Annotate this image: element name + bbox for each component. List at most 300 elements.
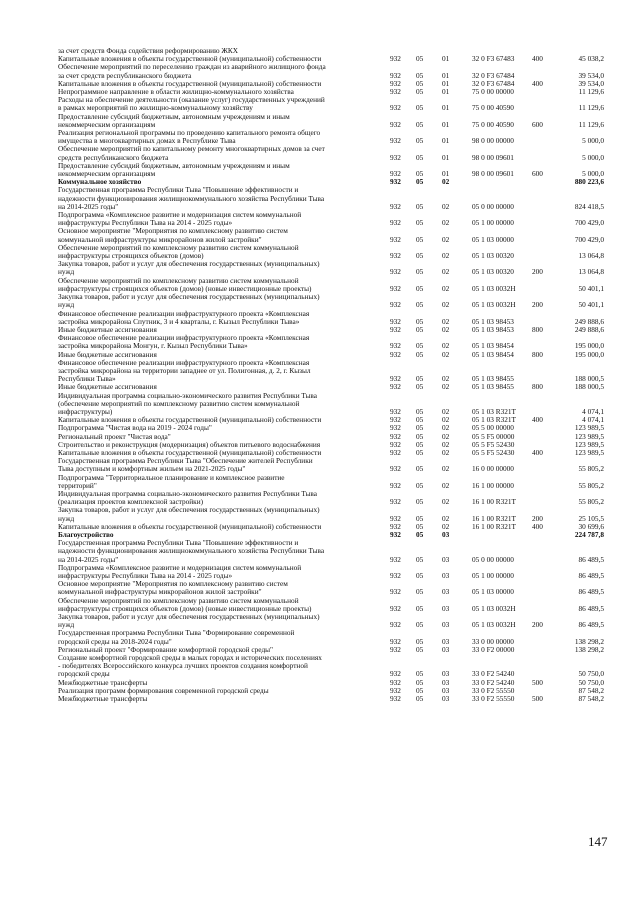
amount: 700 429,0 bbox=[574, 234, 604, 244]
subsection-code: 02 bbox=[442, 497, 450, 507]
subsection-code: 01 bbox=[442, 70, 450, 80]
section-code: 05 bbox=[416, 464, 424, 474]
subsection-code: 02 bbox=[442, 341, 450, 351]
table-row bbox=[58, 400, 604, 408]
section-code: 05 bbox=[416, 136, 424, 146]
expense-type-code bbox=[532, 556, 556, 564]
item-name: Закупка товаров, работ и услуг для обеспечения государственных (муниципальных) bbox=[58, 259, 320, 269]
subsection-code: 03 bbox=[442, 587, 450, 597]
ministry-code: 932 bbox=[390, 464, 401, 474]
item-name: в рамках мероприятий по жилищно-коммунальному хозяйству bbox=[58, 103, 253, 113]
item-name: Финансовое обеспечение реализации инфраструктурного проекта «Комплексная bbox=[58, 333, 310, 343]
item-name: Государственная программа Республики Тыва "Обеспечение жителей Республики bbox=[58, 456, 313, 466]
section-code: 05 bbox=[416, 603, 424, 613]
target-article-code: 05 0 00 00000 bbox=[472, 201, 514, 211]
item-name: инфраструктуры строящихся объектов (домов) bbox=[58, 251, 204, 261]
table-row bbox=[58, 695, 604, 703]
subsection-code: 03 bbox=[442, 694, 450, 704]
section-code: 05 bbox=[416, 529, 424, 539]
expense-type-code bbox=[532, 547, 556, 555]
target-article-code bbox=[472, 392, 532, 400]
ministry-code: 932 bbox=[390, 513, 401, 523]
section-code: 05 bbox=[416, 300, 424, 310]
item-name: Обеспечение мероприятий по комплексному развитию систем коммунальной bbox=[58, 242, 299, 252]
target-article-code: 33 0 F2 54240 bbox=[472, 669, 515, 679]
item-name: Коммунальное хозяйство bbox=[58, 177, 142, 187]
amount: 87 548,2 bbox=[578, 694, 604, 704]
expense-type-code bbox=[532, 474, 556, 482]
budget-document bbox=[58, 46, 604, 704]
expense-type-code bbox=[532, 588, 556, 596]
expense-type-code: 400 bbox=[532, 54, 543, 64]
expense-type-code bbox=[532, 145, 556, 153]
amount: 700 429,0 bbox=[574, 218, 604, 228]
expense-type-code bbox=[532, 400, 556, 408]
section-code: 05 bbox=[416, 571, 424, 580]
amount: 13 064,8 bbox=[578, 267, 604, 277]
amount: 5 000,0 bbox=[582, 169, 604, 179]
table-row bbox=[58, 506, 604, 514]
amount: 50 401,1 bbox=[578, 300, 604, 310]
item-name: за счет средств республиканского бюджета bbox=[58, 70, 192, 80]
amount: 86 489,5 bbox=[578, 587, 604, 597]
ministry-code: 932 bbox=[390, 341, 401, 351]
target-article-code: 05 1 03 R321T bbox=[472, 415, 516, 425]
item-name: инфраструктуры строящихся объектов (домов) (новые инвестиционные проекты) bbox=[58, 283, 312, 293]
item-name: Подпрограмма «Комплексное развитие и модернизация систем коммунальной bbox=[58, 562, 302, 572]
expense-type-code bbox=[532, 244, 556, 252]
expense-type-code: 400 bbox=[532, 521, 543, 531]
expense-type-code bbox=[532, 277, 556, 285]
section-code bbox=[416, 654, 442, 662]
target-article-code: 16 1 00 00000 bbox=[472, 480, 514, 490]
target-article-code: 05 5 F5 00000 bbox=[472, 431, 515, 441]
amount: 50 401,1 bbox=[578, 283, 604, 293]
expense-type-code: 200 bbox=[532, 300, 543, 310]
item-name: городской среды на 2018-2024 годы" bbox=[58, 636, 172, 646]
target-article-code: 75 0 00 40590 bbox=[472, 103, 514, 113]
expense-type-code bbox=[532, 605, 556, 613]
item-name: Обеспечение мероприятий по капитальному ремонту многоквартирных домов за счет bbox=[58, 144, 325, 154]
expense-type-code bbox=[532, 654, 556, 662]
amount: 25 105,5 bbox=[578, 513, 604, 523]
item-name: Закупка товаров, работ и услуг для обеспечения государственных (муниципальных) bbox=[58, 292, 320, 302]
section-code: 05 bbox=[416, 587, 424, 597]
item-name: территорий" bbox=[58, 480, 97, 490]
expense-type-code: 400 bbox=[532, 447, 543, 457]
subsection-code bbox=[442, 359, 472, 367]
subsection-code: 02 bbox=[442, 406, 450, 416]
item-name: Государственная программа Республики Тыва "Формирование современной bbox=[58, 628, 295, 638]
section-code: 05 bbox=[416, 439, 424, 449]
ministry-code bbox=[390, 186, 416, 194]
item-name: Капитальные вложения в объекты государственной (муниципальной) собственности bbox=[58, 78, 322, 88]
item-name: Региональный проект "Чистая вода" bbox=[58, 431, 171, 441]
subsection-code: 02 bbox=[442, 283, 450, 293]
target-article-code bbox=[472, 186, 532, 194]
target-article-code bbox=[472, 654, 532, 662]
expense-type-code bbox=[532, 195, 556, 203]
item-name: нужд bbox=[58, 513, 75, 523]
item-name: Закупка товаров, работ и услуг для обеспечения государственных (муниципальных) bbox=[58, 612, 320, 622]
subsection-code: 03 bbox=[442, 620, 450, 630]
item-name: Индивидуальная программа социально-экономического развития Республики Тыва bbox=[58, 390, 318, 400]
ministry-code: 932 bbox=[390, 685, 401, 695]
ministry-code: 932 bbox=[390, 587, 401, 597]
expense-type-code bbox=[532, 597, 556, 605]
item-name: Подпрограмма "Территориальное планирование и комплексное развитие bbox=[58, 472, 285, 482]
section-code: 05 bbox=[416, 447, 424, 457]
expense-type-code bbox=[532, 498, 556, 506]
amount: 138 298,2 bbox=[574, 636, 604, 646]
subsection-code: 02 bbox=[442, 447, 450, 457]
table-row bbox=[58, 293, 604, 301]
subsection-code: 01 bbox=[442, 54, 450, 64]
item-name: Капитальные вложения в объекты государственной (муниципальной) собственности bbox=[58, 415, 322, 425]
ministry-code: 932 bbox=[390, 78, 401, 88]
subsection-code: 02 bbox=[442, 374, 450, 384]
ministry-code: 932 bbox=[390, 136, 401, 146]
ministry-code: 932 bbox=[390, 423, 401, 433]
expense-type-code bbox=[532, 629, 556, 637]
item-name: Обеспечение мероприятий по комплексному развитию систем коммунальной bbox=[58, 595, 299, 605]
ministry-code: 932 bbox=[390, 603, 401, 613]
expense-type-code bbox=[532, 129, 556, 137]
expense-type-code: 400 bbox=[532, 78, 543, 88]
item-name: Тыва доступным и комфортным жильем на 2021-2025 годы" bbox=[58, 464, 246, 474]
section-code: 05 bbox=[416, 54, 424, 64]
item-name: средств республиканского бюджета bbox=[58, 152, 169, 162]
subsection-code: 03 bbox=[442, 685, 450, 695]
item-name: Капитальные вложения в объекты государственной (муниципальной) собственности bbox=[58, 54, 322, 64]
subsection-code: 03 bbox=[442, 669, 450, 679]
table-row bbox=[58, 260, 604, 268]
amount: 4 074,1 bbox=[582, 415, 604, 425]
amount: 880 223,6 bbox=[574, 177, 604, 187]
item-name: Иные бюджетные ассигнования bbox=[58, 349, 157, 359]
section-code: 05 bbox=[416, 234, 424, 244]
amount: 123 989,5 bbox=[574, 423, 604, 433]
ministry-code: 932 bbox=[390, 324, 401, 334]
subsection-code: 02 bbox=[442, 480, 450, 490]
expense-type-code bbox=[532, 236, 556, 244]
subsection-code: 01 bbox=[442, 152, 450, 162]
target-article-code: 16 1 00 R321T bbox=[472, 497, 516, 507]
item-name: нужд bbox=[58, 620, 75, 630]
target-article-code: 05 1 03 0032Н bbox=[472, 300, 516, 310]
amount: 123 989,5 bbox=[574, 439, 604, 449]
table-row bbox=[58, 547, 604, 555]
section-code: 05 bbox=[416, 177, 424, 187]
amount bbox=[556, 539, 604, 547]
subsection-code bbox=[442, 392, 472, 400]
ministry-code: 932 bbox=[390, 669, 401, 679]
amount: 4 074,1 bbox=[582, 406, 604, 416]
subsection-code: 01 bbox=[442, 103, 450, 113]
subsection-code: 02 bbox=[442, 300, 450, 310]
target-article-code: 75 0 00 40590 bbox=[472, 119, 514, 129]
section-code: 05 bbox=[416, 620, 424, 630]
ministry-code: 932 bbox=[390, 267, 401, 277]
ministry-code: 932 bbox=[390, 694, 401, 704]
item-name: Строительство и реконструкция (модернизация) объектов питьевого водоснабжения bbox=[58, 439, 321, 449]
item-name: инфраструктуры Республики Тыва на 2014 - 2025 годы» bbox=[58, 218, 233, 228]
item-name: Основное мероприятие "Мероприятия по комплексному развитию систем bbox=[58, 226, 288, 236]
item-name: на 2014-2025 годы" bbox=[58, 554, 119, 564]
expense-type-code bbox=[532, 285, 556, 293]
expense-type-code: 800 bbox=[532, 382, 543, 392]
subsection-code: 03 bbox=[442, 529, 450, 539]
subsection-code: 02 bbox=[442, 513, 450, 523]
amount bbox=[556, 186, 604, 194]
section-code: 05 bbox=[416, 685, 424, 695]
subsection-code: 03 bbox=[442, 644, 450, 654]
target-article-code: 05 1 03 00000 bbox=[472, 587, 514, 597]
target-article-code: 05 1 03 98453 bbox=[472, 316, 514, 326]
target-article-code: 05 1 00 00000 bbox=[472, 218, 514, 228]
amount: 13 064,8 bbox=[578, 251, 604, 261]
expense-type-code bbox=[532, 564, 556, 572]
target-article-code: 05 5 F5 52430 bbox=[472, 439, 515, 449]
expense-type-code bbox=[532, 367, 556, 375]
expense-type-code: 200 bbox=[532, 620, 543, 630]
ministry-code: 932 bbox=[390, 119, 401, 129]
table-row bbox=[58, 474, 604, 482]
item-name: застройка микрорайона Спутник, 3 и 4 кварталы, г. Кызыл Республики Тыва» bbox=[58, 316, 300, 326]
item-name: Иные бюджетные ассигнования bbox=[58, 382, 157, 392]
ministry-code: 932 bbox=[390, 571, 401, 580]
expense-type-code bbox=[532, 96, 556, 104]
target-article-code: 32 0 F3 67484 bbox=[472, 78, 515, 88]
section-code: 05 bbox=[416, 70, 424, 80]
target-article-code: 05 1 03 R321T bbox=[472, 406, 516, 416]
target-article-code: 33 0 F2 55550 bbox=[472, 685, 515, 695]
amount bbox=[556, 392, 604, 400]
item-name: инфраструктуры строящихся объектов (домов) (новые инвестиционные проекты) bbox=[58, 603, 312, 613]
section-code: 05 bbox=[416, 513, 424, 523]
ministry-code: 932 bbox=[390, 349, 401, 359]
ministry-code: 932 bbox=[390, 152, 401, 162]
amount: 224 787,8 bbox=[574, 529, 604, 539]
subsection-code: 02 bbox=[442, 431, 450, 441]
item-name: нужд bbox=[58, 300, 75, 310]
subsection-code: 02 bbox=[442, 251, 450, 261]
item-name: надежности функционирования жилищнокоммунального хозяйства Республики Тыва bbox=[58, 546, 325, 556]
ministry-code: 932 bbox=[390, 636, 401, 646]
amount: 11 129,6 bbox=[578, 103, 604, 113]
ministry-code: 932 bbox=[390, 374, 401, 384]
amount: 55 805,2 bbox=[578, 464, 604, 474]
ministry-code bbox=[390, 654, 416, 662]
subsection-code: 01 bbox=[442, 78, 450, 88]
target-article-code: 05 1 03 98455 bbox=[472, 374, 514, 384]
item-name: Расходы на обеспечение деятельности (оказание услуг) государственных учреждений bbox=[58, 95, 325, 105]
ministry-code: 932 bbox=[390, 54, 401, 64]
ministry-code: 932 bbox=[390, 677, 401, 687]
target-article-code: 32 0 F3 67484 bbox=[472, 70, 515, 80]
ministry-code: 932 bbox=[390, 218, 401, 228]
subsection-code: 03 bbox=[442, 571, 450, 580]
target-article-code: 33 0 F2 55550 bbox=[472, 694, 515, 704]
subsection-code: 02 bbox=[442, 201, 450, 211]
target-article-code: 05 1 03 00000 bbox=[472, 234, 514, 244]
amount: 86 489,5 bbox=[578, 620, 604, 630]
item-name: Обеспечение мероприятий по комплексному развитию систем коммунальной bbox=[58, 275, 299, 285]
subsection-code: 02 bbox=[442, 316, 450, 326]
subsection-code: 03 bbox=[442, 554, 450, 564]
section-code: 05 bbox=[416, 644, 424, 654]
amount: 11 129,6 bbox=[578, 119, 604, 129]
expense-type-code bbox=[532, 211, 556, 219]
expense-type-code bbox=[532, 392, 556, 400]
expense-type-code bbox=[532, 424, 556, 432]
section-code: 05 bbox=[416, 636, 424, 646]
amount: 39 534,0 bbox=[578, 70, 604, 80]
ministry-code: 932 bbox=[390, 283, 401, 293]
subsection-code: 02 bbox=[442, 439, 450, 449]
target-article-code: 16 0 00 00000 bbox=[472, 464, 514, 474]
table-row bbox=[58, 195, 604, 203]
expense-type-code bbox=[532, 580, 556, 588]
item-name: надежности функционирования жилищнокоммунального хозяйства Республики Тыва bbox=[58, 193, 325, 203]
item-name: городской среды bbox=[58, 669, 110, 679]
section-code: 05 bbox=[416, 341, 424, 351]
subsection-code bbox=[442, 186, 472, 194]
ministry-code: 932 bbox=[390, 447, 401, 457]
section-code: 05 bbox=[416, 554, 424, 564]
section-code: 05 bbox=[416, 201, 424, 211]
expense-type-code bbox=[532, 638, 556, 646]
target-article-code: 05 1 03 0032Н bbox=[472, 603, 516, 613]
expense-type-code: 800 bbox=[532, 349, 543, 359]
target-article-code: 98 0 00 09601 bbox=[472, 152, 514, 162]
expense-type-code bbox=[532, 104, 556, 112]
ministry-code bbox=[390, 359, 416, 367]
section-code: 05 bbox=[416, 480, 424, 490]
target-article-code: 05 5 F5 52430 bbox=[472, 447, 515, 457]
ministry-code: 932 bbox=[390, 480, 401, 490]
amount bbox=[556, 359, 604, 367]
section-code: 05 bbox=[416, 423, 424, 433]
subsection-code bbox=[442, 654, 472, 662]
section-code: 05 bbox=[416, 415, 424, 425]
target-article-code: 33 0 00 00000 bbox=[472, 636, 514, 646]
ministry-code bbox=[390, 392, 416, 400]
table-row bbox=[58, 662, 604, 670]
item-name: (реализация проектов комплексной застройки) bbox=[58, 497, 204, 507]
section-code bbox=[416, 359, 442, 367]
subsection-code: 02 bbox=[442, 382, 450, 392]
amount: 5 000,0 bbox=[582, 136, 604, 146]
item-name: Финансовое обеспечение реализации инфраструктурного проекта «Комплексная bbox=[58, 357, 310, 367]
item-name: коммунальной инфраструктуры микрорайонов жилой застройки" bbox=[58, 234, 262, 244]
section-code: 05 bbox=[416, 349, 424, 359]
target-article-code: 05 1 03 98454 bbox=[472, 341, 514, 351]
ministry-code: 932 bbox=[390, 177, 401, 187]
page-number: 147 bbox=[588, 834, 608, 849]
target-article-code: 16 1 00 R321T bbox=[472, 521, 516, 531]
amount: 5 000,0 bbox=[582, 152, 604, 162]
expense-type-code bbox=[532, 227, 556, 235]
section-code: 05 bbox=[416, 267, 424, 277]
expense-type-code bbox=[532, 646, 556, 654]
ministry-code: 932 bbox=[390, 169, 401, 179]
expense-type-code: 600 bbox=[532, 119, 543, 129]
ministry-code: 932 bbox=[390, 234, 401, 244]
item-name: Государственная программа Республики Тыва "Повышение эффективности и bbox=[58, 185, 299, 195]
budget-table bbox=[58, 47, 604, 703]
section-code: 05 bbox=[416, 669, 424, 679]
ministry-code: 932 bbox=[390, 529, 401, 539]
ministry-code: 932 bbox=[390, 87, 401, 97]
subsection-code: 02 bbox=[442, 423, 450, 433]
amount: 138 298,2 bbox=[574, 644, 604, 654]
expense-type-code bbox=[532, 531, 556, 539]
expense-type-code bbox=[532, 186, 556, 194]
section-code: 05 bbox=[416, 169, 424, 179]
section-code: 05 bbox=[416, 119, 424, 129]
amount: 86 489,5 bbox=[578, 554, 604, 564]
amount: 45 038,2 bbox=[578, 54, 604, 64]
target-article-code: 05 5 00 00000 bbox=[472, 423, 514, 433]
item-name: Создание комфортной городской среды в малых городах и исторических поселениях bbox=[58, 653, 322, 663]
expense-type-code: 500 bbox=[532, 677, 543, 687]
target-article-code: 05 1 03 00320 bbox=[472, 267, 514, 277]
table-row bbox=[58, 367, 604, 375]
target-article-code: 33 0 F2 00000 bbox=[472, 644, 515, 654]
item-name: Капитальные вложения в объекты государственной (муниципальной) собственности bbox=[58, 447, 322, 457]
amount: 50 750,0 bbox=[578, 669, 604, 679]
expense-type-code bbox=[532, 490, 556, 498]
amount: 55 805,2 bbox=[578, 480, 604, 490]
subsection-code: 02 bbox=[442, 324, 450, 334]
subsection-code bbox=[442, 539, 472, 547]
target-article-code: 75 0 00 00000 bbox=[472, 87, 514, 97]
expense-type-code bbox=[532, 63, 556, 71]
item-name: Республики Тыва» bbox=[58, 374, 116, 384]
amount: 195 000,0 bbox=[574, 349, 604, 359]
target-article-code: 98 0 00 00000 bbox=[472, 136, 514, 146]
expense-type-code: 400 bbox=[532, 415, 543, 425]
ministry-code: 932 bbox=[390, 201, 401, 211]
section-code: 05 bbox=[416, 382, 424, 392]
ministry-code bbox=[390, 539, 416, 547]
item-name: инфраструктуры Республики Тыва на 2014 - 2025 годы» bbox=[58, 571, 233, 580]
amount: 50 750,0 bbox=[578, 677, 604, 687]
target-article-code: 05 1 03 0032Н bbox=[472, 620, 516, 630]
target-article-code: 05 1 03 98454 bbox=[472, 349, 514, 359]
item-name: инфраструктуры) bbox=[58, 406, 113, 416]
section-code: 05 bbox=[416, 251, 424, 261]
ministry-code: 932 bbox=[390, 415, 401, 425]
expense-type-code bbox=[532, 154, 556, 162]
expense-type-code bbox=[532, 334, 556, 342]
ministry-code: 932 bbox=[390, 497, 401, 507]
amount: 55 805,2 bbox=[578, 497, 604, 507]
expense-type-code: 800 bbox=[532, 324, 543, 334]
section-code: 05 bbox=[416, 694, 424, 704]
target-article-code bbox=[472, 178, 532, 186]
expense-type-code bbox=[532, 465, 556, 473]
target-article-code: 05 1 00 00000 bbox=[472, 571, 514, 580]
section-code: 05 bbox=[416, 431, 424, 441]
subsection-code: 01 bbox=[442, 136, 450, 146]
amount bbox=[556, 654, 604, 662]
target-article-code bbox=[472, 531, 532, 539]
item-name: коммунальной инфраструктуры микрорайонов жилой застройки" bbox=[58, 587, 262, 597]
section-code bbox=[416, 539, 442, 547]
ministry-code: 932 bbox=[390, 554, 401, 564]
